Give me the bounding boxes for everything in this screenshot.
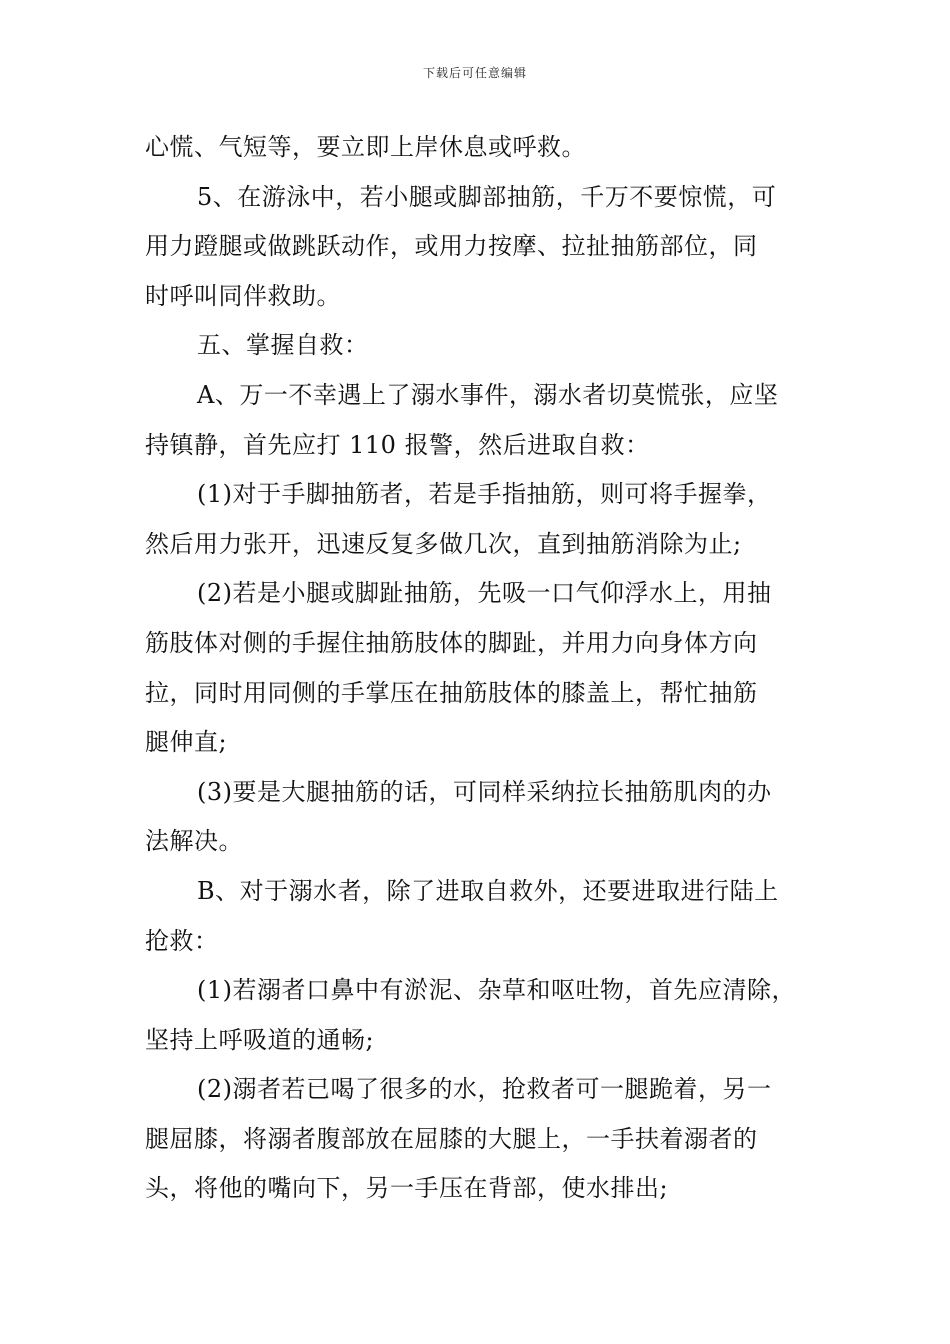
text-line: 用力蹬腿或做跳跃动作，或用力按摩、拉扯抽筋部位，同 (145, 232, 758, 261)
text-line: 时呼叫同伴救助。 (145, 281, 341, 310)
document-body (145, 123, 825, 1214)
text-line: 坚持上呼吸道的通畅; (145, 1025, 375, 1054)
text-line: A、万一不幸遇上了溺水事件，溺水者切莫慌张，应坚 (197, 380, 779, 409)
text-line: (2)若是小腿或脚趾抽筋，先吸一口气仰浮水上，用抽 (197, 579, 772, 608)
text-line: (3)要是大腿抽筋的话，可同样采纳拉长抽筋肌肉的办 (197, 777, 772, 806)
text-line: 腿伸直; (145, 728, 228, 757)
text-line: B、对于溺水者，除了进取自救外，还要进取进行陆上 (197, 876, 779, 905)
text-line: (1)对于手脚抽筋者，若是手指抽筋，则可将手握拳， (197, 480, 772, 509)
section-heading: 五、掌握自救： (197, 331, 369, 360)
text-line: 5、在游泳中，若小腿或脚部抽筋，千万不要惊慌，可 (197, 182, 777, 211)
text-line: 持镇静，首先应打 110 报警，然后进取自救： (145, 430, 650, 459)
text-line: 抢救： (145, 926, 219, 955)
text-line: 筋肢体对侧的手握住抽筋肢体的脚趾，并用力向身体方向 (145, 628, 758, 657)
text-line: 腿屈膝，将溺者腹部放在屈膝的大腿上，一手扶着溺者的 (145, 1124, 758, 1153)
text-line: 法解决。 (145, 827, 243, 856)
text-line: 头，将他的嘴向下，另一手压在背部，使水排出; (145, 1174, 669, 1203)
text-line: 心慌、气短等，要立即上岸休息或呼救。 (145, 133, 586, 161)
text-line: (2)溺者若已喝了很多的水，抢救者可一腿跪着，另一 (197, 1075, 772, 1104)
text-line: 拉，同时用同侧的手掌压在抽筋肢体的膝盖上，帮忙抽筋 (145, 678, 758, 707)
text-line: 然后用力张开，迅速反复多做几次，直到抽筋消除为止; (145, 529, 742, 558)
page-header-note: 下载后可任意编辑 (422, 66, 527, 80)
text-line: (1)若溺者口鼻中有淤泥、杂草和呕吐物，首先应清除， (197, 976, 796, 1005)
